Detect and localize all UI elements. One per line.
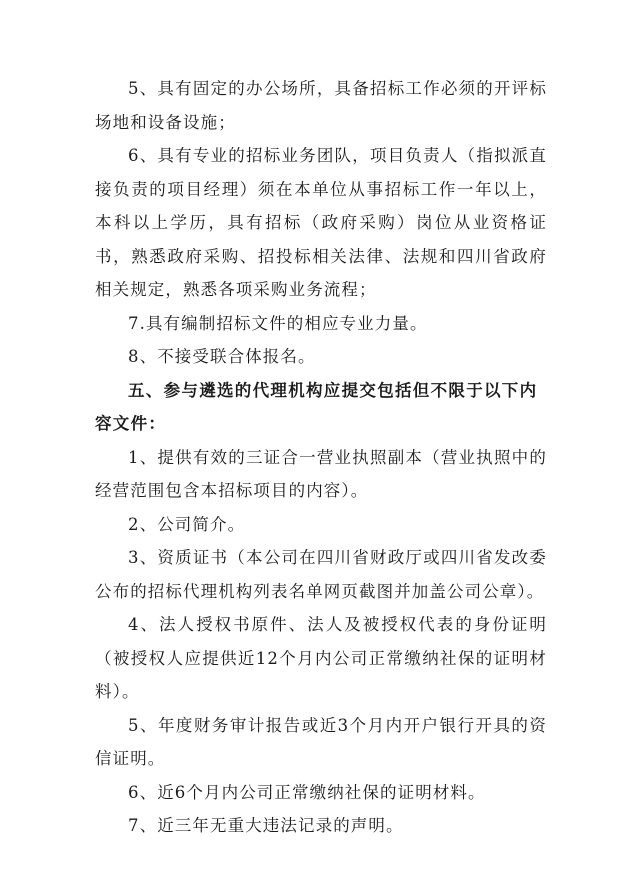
submission-item-6: 6、近6个月内公司正常缴纳社保的证明材料。	[128, 782, 486, 802]
requirement-item-7: 7.具有编制招标文件的相应专业力量。	[128, 313, 428, 333]
requirement-item-8: 8、不接受联合体报名。	[128, 347, 316, 366]
submission-item-7: 7、近三年无重大违法记录的声明。	[128, 816, 404, 835]
section-heading-5: 五、参与遴选的代理机构应提交包括但不限于以下内容文件：	[95, 380, 538, 433]
requirement-item-6: 6、具有专业的招标业务团队，项目负责人（指拟派直接负责的项目经理）须在本单位从事招标工作一年以上，本科以上学历，具有招标（政府采购）岗位从业资格证书，熟悉政府采购、招投标相关法律、法规和四川省政府相关规定，熟悉各项采购业务流程；	[95, 146, 547, 299]
submission-item-5: 5、年度财务审计报告或近3个月内开户银行开具的资信证明。	[95, 715, 547, 768]
requirement-item-5: 5、具有固定的办公场所，具备招标工作必须的开评标场地和设备设施；	[95, 79, 547, 132]
submission-item-1: 1、提供有效的三证合一营业执照副本（营业执照中的经营范围包含本招标项目的内容）。	[95, 447, 547, 500]
submission-item-4: 4、法人授权书原件、法人及被授权代表的身份证明（被授权人应提供近12个月内公司正常缴纳社保的证明材料）。	[95, 615, 547, 701]
submission-item-2: 2、公司简介。	[128, 514, 246, 534]
document-body	[95, 72, 547, 843]
submission-item-3: 3、资质证书（本公司在四川省财政厅或四川省发改委公布的招标代理机构列表名单网页截图并加盖公司公章）。	[95, 548, 547, 601]
